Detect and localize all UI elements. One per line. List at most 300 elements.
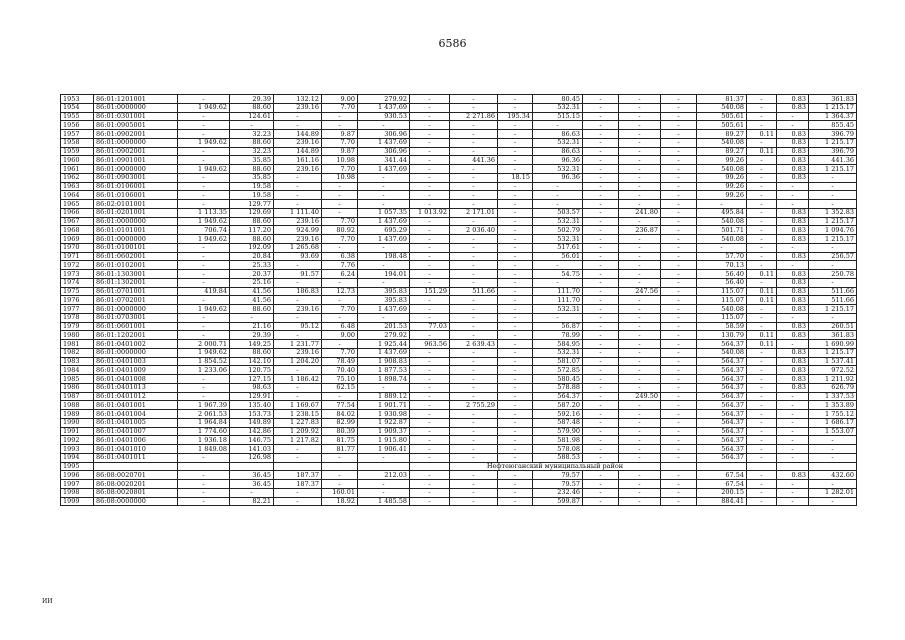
- table-cell: 86.63: [533, 147, 583, 156]
- table-cell: 70.13: [697, 261, 747, 270]
- table-cell: 0.11: [747, 130, 777, 139]
- table-cell: -: [450, 278, 498, 287]
- table-cell: -: [498, 165, 533, 174]
- table-cell: 540.08: [697, 235, 747, 244]
- table-cell: -: [747, 427, 777, 436]
- table-cell: 75.10: [322, 375, 358, 384]
- cadastral-code: 86:08:0020701: [94, 471, 178, 480]
- table-cell: 963.56: [410, 340, 450, 349]
- table-row: [61, 130, 857, 139]
- table-cell: 2 061.53: [178, 410, 230, 419]
- table-cell: -: [777, 410, 809, 419]
- table-cell: 578.88: [533, 383, 583, 392]
- table-cell: -: [583, 296, 619, 305]
- table-cell: 361.83: [809, 331, 857, 340]
- table-cell: -: [777, 480, 809, 489]
- cadastral-code: 86:01:0106001: [94, 182, 178, 191]
- table-cell: 9.00: [322, 331, 358, 340]
- table-cell: 0.83: [777, 217, 809, 226]
- table-cell: -: [661, 130, 697, 139]
- table-row: [61, 401, 857, 410]
- table-cell: 1 215.17: [809, 103, 857, 112]
- table-cell: 0.83: [777, 165, 809, 174]
- table-cell: 129.91: [230, 392, 274, 401]
- table-cell: -: [410, 95, 450, 104]
- table-cell: 0.11: [747, 147, 777, 156]
- cadastral-code: 86:01:0905001: [94, 121, 178, 130]
- table-cell: 81.37: [697, 95, 747, 104]
- table-cell: -: [410, 112, 450, 121]
- table-cell: -: [809, 480, 857, 489]
- table-cell: -: [583, 270, 619, 279]
- row-number: 1997: [61, 480, 94, 489]
- table-cell: 1 849.08: [178, 445, 230, 454]
- table-cell: 56.01: [533, 252, 583, 261]
- table-cell: 117.20: [230, 226, 274, 235]
- cadastral-code: 86:01:0401013: [94, 383, 178, 392]
- table-cell: -: [498, 418, 533, 427]
- table-cell: -: [619, 270, 661, 279]
- table-cell: -: [450, 383, 498, 392]
- table-cell: -: [322, 243, 358, 252]
- table-cell: -: [619, 410, 661, 419]
- cadastral-code: 86:01:0401006: [94, 436, 178, 445]
- table-cell: -: [747, 348, 777, 357]
- cadastral-code: [94, 462, 178, 471]
- table-cell: -: [178, 480, 230, 489]
- table-row: [61, 462, 857, 471]
- table-cell: 99.26: [697, 156, 747, 165]
- table-cell: -: [747, 436, 777, 445]
- table-cell: -: [747, 173, 777, 182]
- table-cell: -: [274, 488, 322, 497]
- table-cell: 9.00: [322, 95, 358, 104]
- table-row: [61, 95, 857, 104]
- table-cell: -: [533, 313, 583, 322]
- table-cell: -: [619, 305, 661, 314]
- table-cell: -: [661, 226, 697, 235]
- table-cell: -: [274, 191, 322, 200]
- table-cell: -: [583, 138, 619, 147]
- table-cell: 130.79: [697, 331, 747, 340]
- row-number: 1983: [61, 357, 94, 366]
- table-cell: 1 437.69: [358, 103, 410, 112]
- table-cell: -: [583, 278, 619, 287]
- table-cell: -: [358, 261, 410, 270]
- table-cell: 972.52: [809, 366, 857, 375]
- row-number: 1975: [61, 287, 94, 296]
- table-cell: 2 171.01: [450, 208, 498, 217]
- table-cell: 88.60: [230, 235, 274, 244]
- table-cell: 540.08: [697, 103, 747, 112]
- table-cell: 1 949.62: [178, 348, 230, 357]
- table-row: [61, 147, 857, 156]
- table-cell: 540.08: [697, 138, 747, 147]
- table-cell: 115.07: [697, 287, 747, 296]
- table-cell: -: [661, 121, 697, 130]
- table-cell: 77.03: [410, 322, 450, 331]
- table-cell: 0.83: [777, 226, 809, 235]
- table-cell: -: [274, 497, 322, 506]
- cadastral-code: 86:01:0401009: [94, 366, 178, 375]
- table-cell: 82.21: [230, 497, 274, 506]
- table-cell: -: [777, 200, 809, 209]
- table-cell: -: [777, 191, 809, 200]
- table-cell: -: [498, 296, 533, 305]
- table-cell: 79.57: [533, 471, 583, 480]
- table-cell: 0.83: [777, 173, 809, 182]
- table-cell: -: [178, 488, 230, 497]
- table-cell: -: [450, 305, 498, 314]
- table-cell: 9.87: [322, 147, 358, 156]
- table-cell: -: [583, 383, 619, 392]
- table-cell: 239.16: [274, 217, 322, 226]
- table-cell: -: [583, 488, 619, 497]
- table-cell: -: [178, 383, 230, 392]
- table-cell: -: [583, 200, 619, 209]
- table-cell: -: [410, 480, 450, 489]
- table-cell: -: [498, 95, 533, 104]
- table-row: [61, 383, 857, 392]
- row-number: 1960: [61, 156, 94, 165]
- table-row: [61, 427, 857, 436]
- table-row: [61, 445, 857, 454]
- table-cell: 564.37: [697, 340, 747, 349]
- row-number: 1978: [61, 313, 94, 322]
- table-cell: -: [583, 480, 619, 489]
- table-cell: -: [274, 331, 322, 340]
- table-cell: 0.83: [777, 252, 809, 261]
- table-cell: -: [322, 121, 358, 130]
- table-cell: -: [450, 95, 498, 104]
- row-number: 1981: [61, 340, 94, 349]
- table-cell: -: [661, 103, 697, 112]
- table-cell: -: [274, 200, 322, 209]
- table-cell: 1 949.62: [178, 217, 230, 226]
- table-cell: -: [274, 392, 322, 401]
- table-cell: 395.83: [358, 287, 410, 296]
- table-cell: 127.15: [230, 375, 274, 384]
- row-number: 1996: [61, 471, 94, 480]
- row-number: 1999: [61, 497, 94, 506]
- table-cell: 19.58: [230, 191, 274, 200]
- table-cell: 161.16: [274, 156, 322, 165]
- table-cell: -: [450, 165, 498, 174]
- table-cell: 1 949.62: [178, 165, 230, 174]
- table-cell: -: [747, 453, 777, 462]
- table-cell: 517.61: [533, 243, 583, 252]
- table-cell: -: [619, 331, 661, 340]
- table-cell: -: [450, 392, 498, 401]
- table-cell: -: [533, 182, 583, 191]
- table-cell: -: [661, 313, 697, 322]
- table-cell: 25.16: [230, 278, 274, 287]
- table-cell: -: [809, 313, 857, 322]
- table-cell: -: [274, 296, 322, 305]
- table-cell: 141.03: [230, 445, 274, 454]
- table-body: [61, 95, 857, 506]
- table-cell: 1 485.58: [358, 497, 410, 506]
- cadastral-code: 86:01:0106001: [94, 191, 178, 200]
- table-cell: 187.37: [274, 480, 322, 489]
- table-cell: 249.50: [619, 392, 661, 401]
- table-cell: 1 949.62: [178, 305, 230, 314]
- table-cell: 532.31: [533, 165, 583, 174]
- table-cell: 198.48: [358, 252, 410, 261]
- table-cell: 62.15: [322, 383, 358, 392]
- row-number: 1973: [61, 270, 94, 279]
- table-row: [61, 357, 857, 366]
- table-cell: -: [498, 322, 533, 331]
- table-cell: -: [410, 261, 450, 270]
- table-cell: 192.09: [230, 243, 274, 252]
- table-cell: 35.85: [230, 156, 274, 165]
- table-cell: -: [747, 375, 777, 384]
- table-cell: 1 889.12: [358, 392, 410, 401]
- table-cell: -: [747, 357, 777, 366]
- table-cell: 924.99: [274, 226, 322, 235]
- table-row: [61, 156, 857, 165]
- table-cell: -: [619, 182, 661, 191]
- table-cell: 239.16: [274, 348, 322, 357]
- cadastral-code: 86:01:0000000: [94, 138, 178, 147]
- table-cell: -: [661, 243, 697, 252]
- table-cell: 18.92: [322, 497, 358, 506]
- table-cell: -: [747, 488, 777, 497]
- table-cell: 505.61: [697, 121, 747, 130]
- table-cell: 96.36: [533, 156, 583, 165]
- cadastral-code: 86:01:0901001: [94, 156, 178, 165]
- table-cell: -: [410, 296, 450, 305]
- table-cell: 0.11: [747, 270, 777, 279]
- table-cell: 212.03: [358, 471, 410, 480]
- table-cell: -: [583, 121, 619, 130]
- table-cell: -: [619, 480, 661, 489]
- table-cell: -: [583, 471, 619, 480]
- table-cell: 0.83: [777, 296, 809, 305]
- table-cell: -: [583, 427, 619, 436]
- table-cell: -: [747, 138, 777, 147]
- table-cell: 564.37: [697, 357, 747, 366]
- table-cell: 239.16: [274, 138, 322, 147]
- table-cell: -: [450, 497, 498, 506]
- table-cell: -: [498, 235, 533, 244]
- table-cell: 1 215.17: [809, 235, 857, 244]
- table-cell: -: [178, 182, 230, 191]
- table-cell: 21.16: [230, 322, 274, 331]
- row-number: 1962: [61, 173, 94, 182]
- table-cell: 1 215.17: [809, 348, 857, 357]
- table-cell: -: [619, 401, 661, 410]
- table-cell: -: [358, 191, 410, 200]
- table-cell: 1 233.06: [178, 366, 230, 375]
- table-cell: -: [619, 191, 661, 200]
- table-cell: -: [450, 252, 498, 261]
- table-cell: 1 352.83: [809, 208, 857, 217]
- table-cell: -: [747, 121, 777, 130]
- table-cell: -: [322, 313, 358, 322]
- table-cell: -: [498, 445, 533, 454]
- table-cell: -: [777, 453, 809, 462]
- table-cell: -: [747, 235, 777, 244]
- table-cell: -: [178, 261, 230, 270]
- table-cell: 0.83: [777, 348, 809, 357]
- table-cell: 0.11: [747, 287, 777, 296]
- table-cell: 502.79: [533, 226, 583, 235]
- table-cell: -: [410, 270, 450, 279]
- cadastral-code: 86:01:0701001: [94, 287, 178, 296]
- table-cell: 588.53: [533, 453, 583, 462]
- table-row: [61, 252, 857, 261]
- table-cell: 540.08: [697, 165, 747, 174]
- table-cell: -: [358, 480, 410, 489]
- table-cell: -: [619, 436, 661, 445]
- cadastral-code: 86:01:0601001: [94, 322, 178, 331]
- table-cell: 82.99: [322, 418, 358, 427]
- table-cell: 1 186.42: [274, 375, 322, 384]
- table-cell: -: [322, 200, 358, 209]
- table-cell: -: [583, 313, 619, 322]
- table-cell: -: [498, 340, 533, 349]
- table-cell: -: [498, 331, 533, 340]
- table-cell: -: [410, 418, 450, 427]
- table-cell: 1 437.69: [358, 348, 410, 357]
- table-row: [61, 471, 857, 480]
- table-cell: -: [178, 200, 230, 209]
- table-cell: 7.70: [322, 305, 358, 314]
- table-cell: 7.76: [322, 261, 358, 270]
- table-cell: -: [583, 322, 619, 331]
- table-cell: -: [498, 103, 533, 112]
- table-cell: 67.54: [697, 471, 747, 480]
- table-cell: 626.79: [809, 383, 857, 392]
- table-cell: -: [809, 182, 857, 191]
- table-cell: 239.16: [274, 165, 322, 174]
- cadastral-code: 86:01:0401007: [94, 427, 178, 436]
- table-cell: 86.63: [533, 130, 583, 139]
- table-cell: -: [777, 418, 809, 427]
- cadastral-code: 86:01:0000000: [94, 165, 178, 174]
- table-cell: 2 639.43: [450, 340, 498, 349]
- table-cell: 503.57: [533, 208, 583, 217]
- table-cell: -: [809, 173, 857, 182]
- table-cell: -: [450, 418, 498, 427]
- table-cell: [274, 462, 322, 471]
- table-cell: -: [697, 200, 747, 209]
- table-row: [61, 112, 857, 121]
- table-cell: -: [358, 121, 410, 130]
- table-cell: -: [619, 112, 661, 121]
- row-number: 1963: [61, 182, 94, 191]
- table-cell: -: [178, 392, 230, 401]
- table-row: [61, 165, 857, 174]
- table-cell: -: [747, 208, 777, 217]
- table-cell: 80.39: [322, 427, 358, 436]
- table-cell: -: [410, 121, 450, 130]
- table-cell: -: [410, 191, 450, 200]
- table-cell: -: [747, 112, 777, 121]
- table-cell: -: [322, 471, 358, 480]
- table-row: [61, 243, 857, 252]
- table-cell: -: [410, 436, 450, 445]
- table-cell: -: [178, 112, 230, 121]
- table-cell: 1 113.35: [178, 208, 230, 217]
- table-cell: -: [498, 410, 533, 419]
- table-cell: 532.31: [533, 348, 583, 357]
- table-cell: 599.87: [533, 497, 583, 506]
- table-cell: -: [619, 130, 661, 139]
- table-cell: -: [661, 497, 697, 506]
- table-cell: 149.89: [230, 418, 274, 427]
- table-cell: -: [661, 200, 697, 209]
- table-cell: -: [619, 427, 661, 436]
- table-cell: -: [661, 156, 697, 165]
- table-cell: 41.56: [230, 287, 274, 296]
- row-number: 1969: [61, 235, 94, 244]
- table-cell: -: [619, 95, 661, 104]
- table-cell: 6.48: [322, 322, 358, 331]
- table-cell: -: [178, 95, 230, 104]
- table-cell: -: [410, 383, 450, 392]
- table-cell: -: [410, 243, 450, 252]
- table-cell: 88.60: [230, 348, 274, 357]
- tariff-table: [60, 94, 857, 506]
- table-cell: 572.85: [533, 366, 583, 375]
- table-cell: -: [661, 366, 697, 375]
- cadastral-code: 86:01:0401010: [94, 445, 178, 454]
- cadastral-code: 86:01:0903001: [94, 173, 178, 182]
- table-cell: -: [498, 130, 533, 139]
- table-cell: -: [619, 156, 661, 165]
- table-cell: -: [747, 366, 777, 375]
- table-cell: 0.83: [777, 375, 809, 384]
- table-row: [61, 436, 857, 445]
- table-cell: -: [583, 112, 619, 121]
- table-cell: 1 231.77: [274, 340, 322, 349]
- table-cell: -: [619, 200, 661, 209]
- table-cell: -: [583, 182, 619, 191]
- table-row: [61, 480, 857, 489]
- table-cell: -: [661, 453, 697, 462]
- table-cell: -: [777, 497, 809, 506]
- table-cell: -: [747, 383, 777, 392]
- table-cell: -: [498, 226, 533, 235]
- row-number: 1955: [61, 112, 94, 121]
- table-cell: -: [777, 182, 809, 191]
- table-cell: 0.83: [777, 156, 809, 165]
- table-cell: 99.26: [697, 191, 747, 200]
- table-cell: 80.45: [533, 95, 583, 104]
- table-cell: 540.08: [697, 305, 747, 314]
- table-cell: -: [747, 313, 777, 322]
- table-cell: -: [661, 322, 697, 331]
- table-cell: -: [661, 112, 697, 121]
- table-cell: -: [777, 436, 809, 445]
- table-cell: -: [498, 383, 533, 392]
- row-number: 1972: [61, 261, 94, 270]
- table-cell: 511.66: [809, 287, 857, 296]
- table-cell: 10.98: [322, 156, 358, 165]
- table-cell: -: [410, 138, 450, 147]
- table-cell: -: [619, 165, 661, 174]
- row-number: 1982: [61, 348, 94, 357]
- table-cell: 7.70: [322, 348, 358, 357]
- table-cell: -: [178, 497, 230, 506]
- table-cell: -: [619, 278, 661, 287]
- table-cell: -: [619, 340, 661, 349]
- table-cell: -: [661, 217, 697, 226]
- cadastral-code: 86:01:0000000: [94, 217, 178, 226]
